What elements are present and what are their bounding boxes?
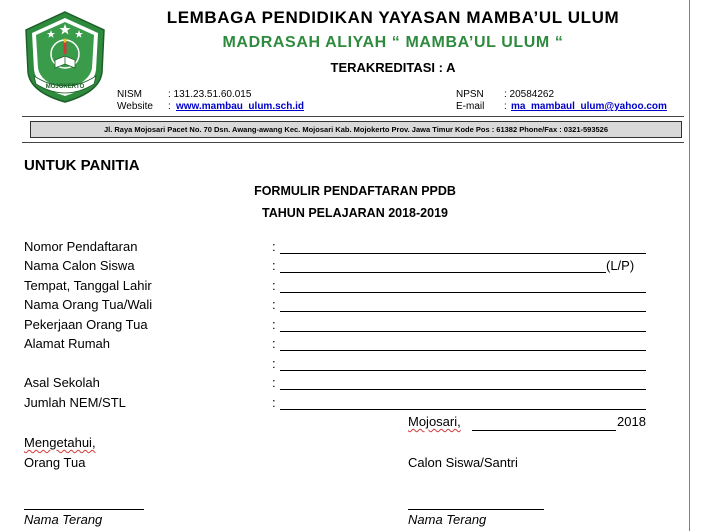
nism-label: NISM (117, 89, 142, 100)
field-input-line[interactable] (280, 253, 646, 254)
email-colon: : (504, 101, 507, 112)
gender-suffix: (L/P) (606, 258, 635, 273)
field-input-line[interactable] (280, 389, 646, 390)
field-label: Jumlah NEM/STL (24, 395, 126, 410)
email-label: E-mail (456, 101, 485, 112)
field-colon: : (272, 278, 276, 293)
date-line[interactable] (472, 430, 616, 431)
npsn-value: : 20584262 (504, 89, 555, 100)
field-label: Nama Orang Tua/Wali (24, 297, 153, 312)
field-label: Nomor Pendaftaran (24, 239, 138, 254)
field-colon: : (272, 258, 276, 273)
field-label: Asal Sekolah (24, 375, 100, 390)
field-label: Tempat, Tanggal Lahir (24, 278, 152, 293)
website-label: Website (117, 101, 153, 112)
page-edge (689, 0, 690, 531)
field-label: Nama Calon Siswa (24, 258, 135, 273)
field-input-line[interactable] (280, 272, 606, 273)
student-signature-line[interactable] (408, 509, 544, 510)
header-rule-top (22, 116, 684, 117)
institution-title: LEMBAGA PENDIDIKAN YAYASAN MAMBA’UL ULUM (166, 8, 620, 27)
logo-text: MOJOKERTO (45, 84, 85, 90)
field-input-line[interactable] (280, 370, 646, 371)
parent-label: Orang Tua (24, 455, 86, 470)
field-colon: : (272, 375, 276, 390)
field-colon: : (272, 317, 276, 332)
form-title-line2: TAHUN PELAJARAN 2018-2019 (262, 206, 448, 220)
email-link[interactable]: ma_mambaul_ulum@yahoo.com (511, 101, 667, 112)
field-colon: : (272, 297, 276, 312)
year-label: 2018 (617, 414, 646, 429)
field-input-line[interactable] (280, 409, 646, 410)
nism-value: : 131.23.51.60.015 (168, 89, 252, 100)
address-bar: Jl. Raya Mojosari Pacet No. 70 Dsn. Awang-awang Kec. Mojosari Kab. Mojokerto Prov. Jawa Timur Kode Pos : 61382 Phone/Fax : 0321-593526 (30, 121, 682, 138)
place-label: Mojosari, (408, 414, 461, 429)
npsn-label: NPSN (456, 89, 484, 100)
accreditation: TERAKREDITASI : A (330, 60, 456, 75)
acknowledge-label: Mengetahui, (24, 435, 96, 450)
field-label: Pekerjaan Orang Tua (24, 317, 148, 332)
website-link[interactable]: www.mambau_ulum.sch.id (176, 101, 304, 112)
parent-name-label: Nama Terang (24, 512, 103, 527)
student-label: Calon Siswa/Santri (408, 455, 518, 470)
student-name-label: Nama Terang (408, 512, 487, 527)
field-input-line[interactable] (280, 292, 646, 293)
field-colon: : (272, 239, 276, 254)
form-title (190, 180, 520, 224)
field-colon: : (272, 395, 276, 410)
form-title-line1: FORMULIR PENDAFTARAN PPDB (254, 184, 456, 198)
field-input-line[interactable] (280, 311, 646, 312)
section-label: UNTUK PANITIA (24, 157, 140, 174)
website-colon: : (168, 101, 171, 112)
school-logo (22, 10, 108, 104)
field-label: Alamat Rumah (24, 336, 110, 351)
header-rule-bottom (22, 142, 684, 143)
field-input-line[interactable] (280, 331, 646, 332)
field-colon: : (272, 356, 276, 371)
field-colon: : (272, 336, 276, 351)
parent-signature-line[interactable] (24, 509, 144, 510)
field-input-line[interactable] (280, 350, 646, 351)
school-name: MADRASAH ALIYAH “ MAMBA’UL ULUM “ (222, 34, 564, 51)
